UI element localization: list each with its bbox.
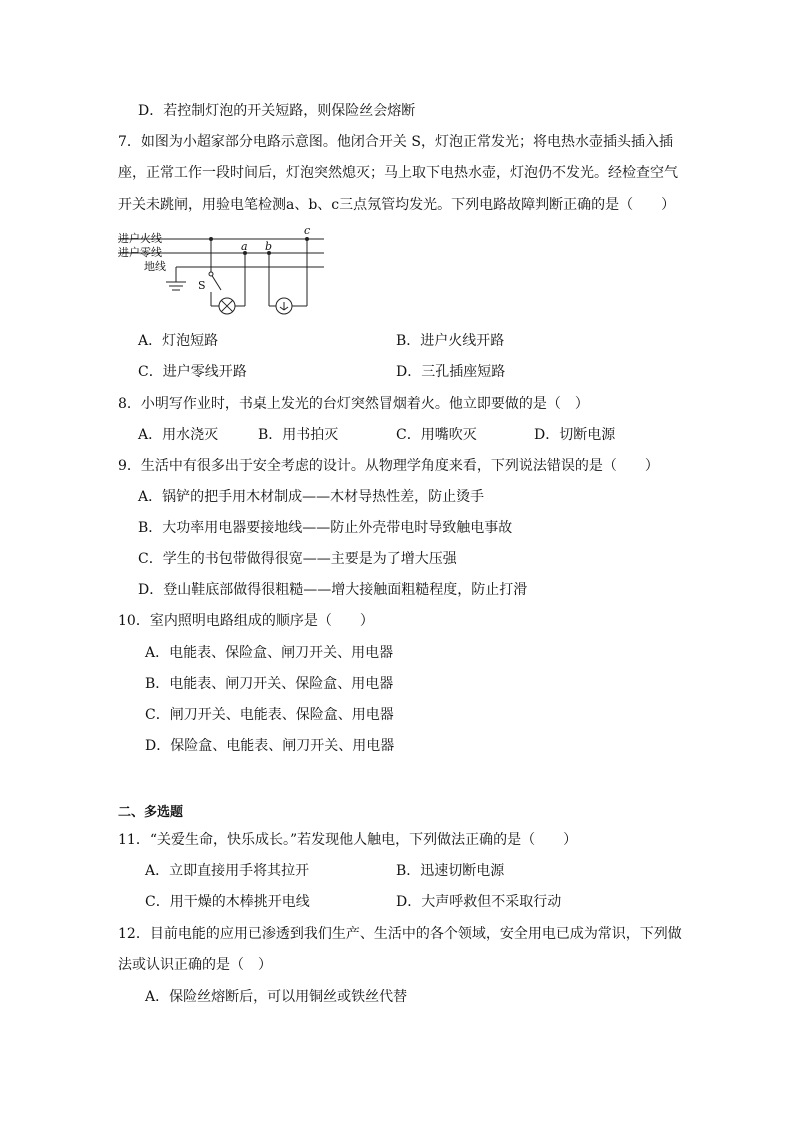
point-c-label: c bbox=[304, 224, 311, 237]
q8-option-b: B．用书拍灭 bbox=[258, 427, 339, 443]
q7-stem-line-1: 7．如图为小超家部分电路示意图。他闭合开关 S，灯泡正常发光；将电热水壶插头插入插 bbox=[118, 134, 673, 150]
q7-option-d: D．三孔插座短路 bbox=[396, 364, 506, 380]
switch-label: S bbox=[198, 279, 206, 292]
q9-option-a: A．锅铲的把手用木材制成——木材导热性差，防止烫手 bbox=[138, 489, 485, 505]
point-b-label: b bbox=[265, 240, 273, 253]
q8-option-a: A．用水浇灭 bbox=[138, 427, 219, 443]
q9-option-c: C．学生的书包带做得很宽——主要是为了增大压强 bbox=[138, 551, 457, 567]
q9-option-d: D．登山鞋底部做得很粗糙——增大接触面粗糙程度，防止打滑 bbox=[138, 582, 528, 598]
q8-option-d: D．切断电源 bbox=[534, 427, 616, 443]
q10-stem: 10．室内照明电路组成的顺序是（ ） bbox=[118, 613, 374, 629]
neutral-wire-label: 进户零线 bbox=[118, 246, 162, 259]
q12-stem-line-1: 12．目前电能的应用已渗透到我们生产、生活中的各个领域，安全用电已成为常识，下列做 bbox=[118, 926, 682, 942]
q10-option-b: B．电能表、闸刀开关、保险盒、用电器 bbox=[145, 676, 394, 692]
section-title: 二、多选题 bbox=[118, 805, 184, 820]
point-a-label: a bbox=[241, 240, 248, 253]
q6-option-d: D．若控制灯泡的开关短路，则保险丝会熔断 bbox=[138, 103, 416, 119]
q7-circuit-diagram bbox=[118, 222, 333, 322]
q11-option-b: B．迅速切断电源 bbox=[396, 863, 505, 879]
q7-stem-line-2: 座，正常工作一段时间后，灯泡突然熄灭；马上取下电热水壶，灯泡仍不发光。经检查空气 bbox=[118, 165, 678, 181]
q12-option-a: A．保险丝熔断后，可以用铜丝或铁丝代替 bbox=[145, 989, 408, 1005]
q11-option-a: A．立即直接用手将其拉开 bbox=[145, 863, 310, 879]
q10-option-c: C．闸刀开关、电能表、保险盒、用电器 bbox=[145, 707, 394, 723]
q10-option-a: A．电能表、保险盒、闸刀开关、用电器 bbox=[145, 645, 394, 661]
q12-stem-line-2: 法或认识正确的是（ ） bbox=[118, 957, 272, 973]
q8-stem: 8．小明写作业时，书桌上发光的台灯突然冒烟着火。他立即要做的是（ ） bbox=[118, 396, 589, 412]
ground-wire-label: 地线 bbox=[144, 260, 166, 273]
q7-option-b: B．进户火线开路 bbox=[396, 333, 505, 349]
live-wire-label: 进户火线 bbox=[118, 232, 162, 245]
q7-stem-line-3: 开关未跳闸，用验电笔检测a、b、c三点氖管均发光。下列电路故障判断正确的是（ ） bbox=[118, 197, 676, 213]
q11-option-c: C．用干燥的木棒挑开电线 bbox=[145, 894, 310, 910]
q11-stem: 11．“关爱生命，快乐成长。”若发现他人触电，下列做法正确的是（ ） bbox=[118, 832, 578, 848]
q7-option-c: C．进户零线开路 bbox=[138, 364, 247, 380]
q7-option-a: A．灯泡短路 bbox=[138, 333, 219, 349]
q9-stem: 9．生活中有很多出于安全考虑的设计。从物理学角度来看，下列说法错误的是（ ） bbox=[118, 458, 659, 474]
q8-option-c: C．用嘴吹灭 bbox=[396, 427, 477, 443]
q9-option-b: B．大功率用电器要接地线——防止外壳带电时导致触电事故 bbox=[138, 520, 513, 536]
q11-option-d: D．大声呼救但不采取行动 bbox=[396, 894, 562, 910]
q10-option-d: D．保险盒、电能表、闸刀开关、用电器 bbox=[145, 738, 395, 754]
